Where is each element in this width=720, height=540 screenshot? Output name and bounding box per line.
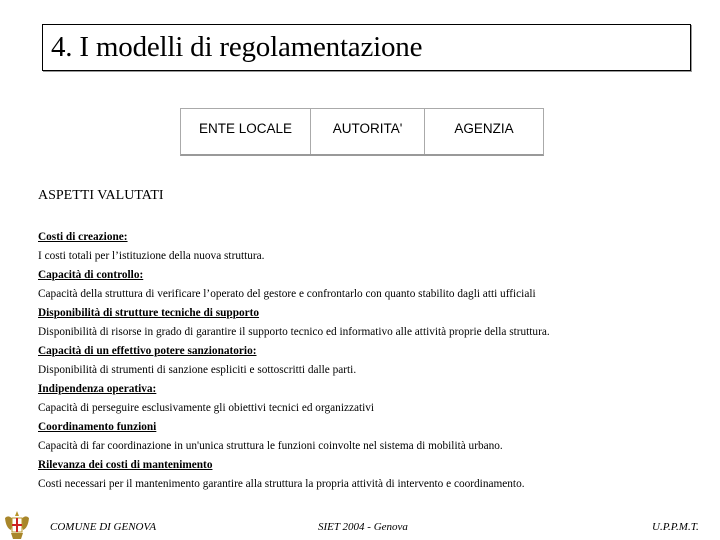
criterion-heading: Capacità di controllo: [38, 269, 144, 281]
criteria-list [38, 230, 550, 496]
criterion-text: Capacità di perseguire esclusivamente gli obiettivi tecnici ed organizzativi [38, 402, 375, 414]
slide-title: 4. I modelli di regolamentazione [51, 31, 423, 63]
title-box [42, 24, 691, 71]
table-header-ente-locale: ENTE LOCALE [181, 109, 311, 154]
criterion-text: Disponibilità di strumenti di sanzione espliciti e sottoscritti dalle parti. [38, 364, 357, 376]
criterion-heading: Costi di creazione: [38, 231, 128, 243]
criterion-text: Capacità della struttura di verificare l’operato del gestore e confrontarlo con quanto stabilito dagli atti ufficiali [38, 288, 536, 300]
criterion-text: Capacità di far coordinazione in un'unica struttura le funzioni coinvolte nel sistema di mobilità urbano. [38, 440, 503, 452]
criterion-heading: Coordinamento funzioni [38, 421, 157, 433]
criterion-heading: Indipendenza operativa: [38, 383, 157, 395]
criterion-text: Costi necessari per il mantenimento garantire alla struttura la propria attività di intervento e coordinamento. [38, 478, 525, 490]
criterion-heading: Rilevanza dei costi di mantenimento [38, 459, 213, 471]
table-header-agenzia: AGENZIA [454, 121, 514, 136]
footer-right: U.P.P.M.T. [652, 521, 699, 533]
criterion-heading: Capacità di un effettivo potere sanzionatorio: [38, 345, 257, 357]
footer-center: SIET 2004 - Genova [318, 521, 408, 533]
criterion-text: I costi totali per l’istituzione della nuova struttura. [38, 250, 265, 262]
criterion-text: Disponibilità di risorse in grado di garantire il supporto tecnico ed informativo alle attività proprie della struttura. [38, 326, 550, 338]
section-heading: ASPETTI VALUTATI [38, 188, 164, 203]
footer-left: COMUNE DI GENOVA [50, 521, 157, 533]
table-header-autorita: AUTORITA' [311, 109, 425, 154]
models-table [180, 108, 544, 156]
criterion-heading: Disponibilità di strutture tecniche di supporto [38, 307, 260, 319]
genova-coat-of-arms-icon [3, 510, 31, 540]
